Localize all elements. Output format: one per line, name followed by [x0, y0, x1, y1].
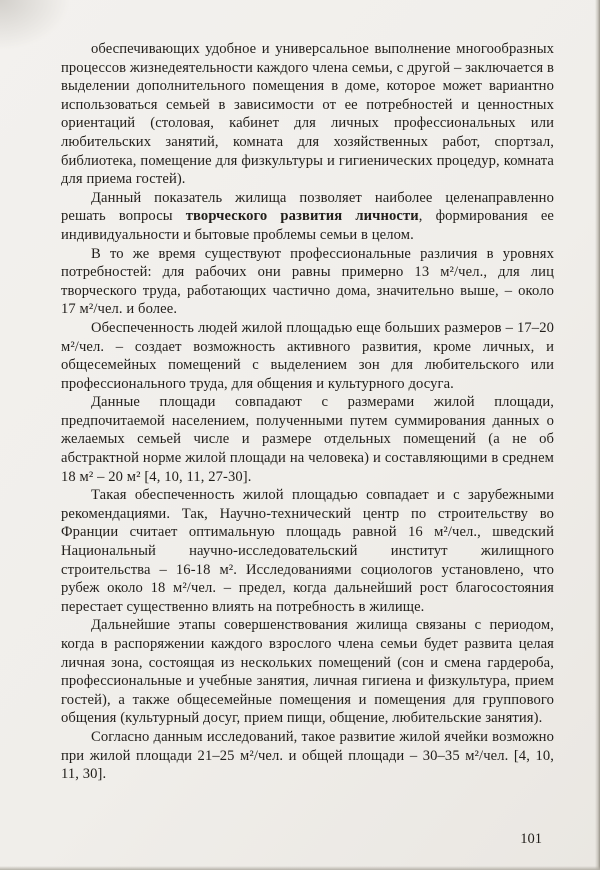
paragraph-2-text-after: , формирования ее индивидуальности и бытовые проблемы семьи в целом. — [61, 208, 554, 243]
scan-edge-bottom — [0, 866, 600, 870]
paragraph-7: Дальнейшие этапы совершенствования жилища связаны с периодом, когда в распоряжении каждого взрослого члена семьи будет развита целая личная зона, состоящая из нескольких помещений (сон и смена гардероба, профессиональные и учебные занятия, личная гигиена и физкультура, прием гостей), а также общесемейные помещения и помещения для группового общения (культурный досуг, прием пищи, общение, любительские занятия). — [61, 617, 554, 727]
paragraph-2-bold-phrase: творческого развития личности — [185, 208, 419, 225]
page-text-block — [61, 40, 554, 784]
paragraph-3: В то же время существуют профессиональные различия в уровнях потребностей: для рабочих они равны примерно 13 м²/чел., для лиц творческого труда, работающих частично дома, значительно выше, – около 17 м²/чел. и более. — [61, 245, 554, 318]
page-number: 101 — [520, 831, 542, 847]
paragraph-4: Обеспеченность людей жилой площадью еще больших размеров – 17–20 м²/чел. – создает возможность активного развития, кроме личных, и общесемейных помещений с выделением зон для любительского или профессионального труда, для общения и культурного досуга. — [61, 319, 554, 392]
paragraph-8: Согласно данным исследований, такое развитие жилой ячейки возможно при жилой площади 21–25 м²/чел. и общей площади – 30–35 м²/чел. [4, 10, 11, 30]. — [61, 728, 554, 783]
paragraph-1: обеспечивающих удобное и универсальное выполнение многообразных процессов жизнедеятельности каждого члена семьи, с другой – заключается в выделении дополнительного помещения в доме, которое может вариантно использоваться семьей в зависимости от ее потребностей и ценностных ориентаций (столовая, кабинет для личных профессиональных или любительских занятий, комната для хозяйственных работ, спортзал, библиотека, помещение для физкультуры и гигиенических процедур, комната для приема гостей). — [61, 41, 554, 188]
paragraph-2 — [61, 189, 554, 245]
paragraph-6: Такая обеспеченность жилой площадью совпадает и с зарубежными рекомендациями. Так, Научно-технический центр по строительству во Франции считает оптимальную площадь равной 16 м²/чел., шведский Национальный научно-исследовательский институт жилищного строительства – 16-18 м². Исследованиями социологов установлено, что рубеж около 18 м²/чел. – предел, когда дальнейший рост благосостояния перестает существенно влиять на потребность в жилище. — [61, 487, 554, 615]
paragraph-2-text-before: Данный показатель жилища позволяет наиболее целенаправленно решать вопросы — [61, 189, 554, 225]
scan-edge-right — [595, 0, 600, 870]
scan-corner-shading — [0, 0, 70, 50]
paragraph-5: Данные площади совпадают с размерами жилой площади, предпочитаемой населением, полученными путем суммирования данных о желаемых семьей числе и размере отдельных помещений (а не об абстрактной норме жилой площади на человека) и составляющими в среднем 18 м² – 20 м² [4, 10, 11, 27-30]. — [61, 394, 554, 485]
